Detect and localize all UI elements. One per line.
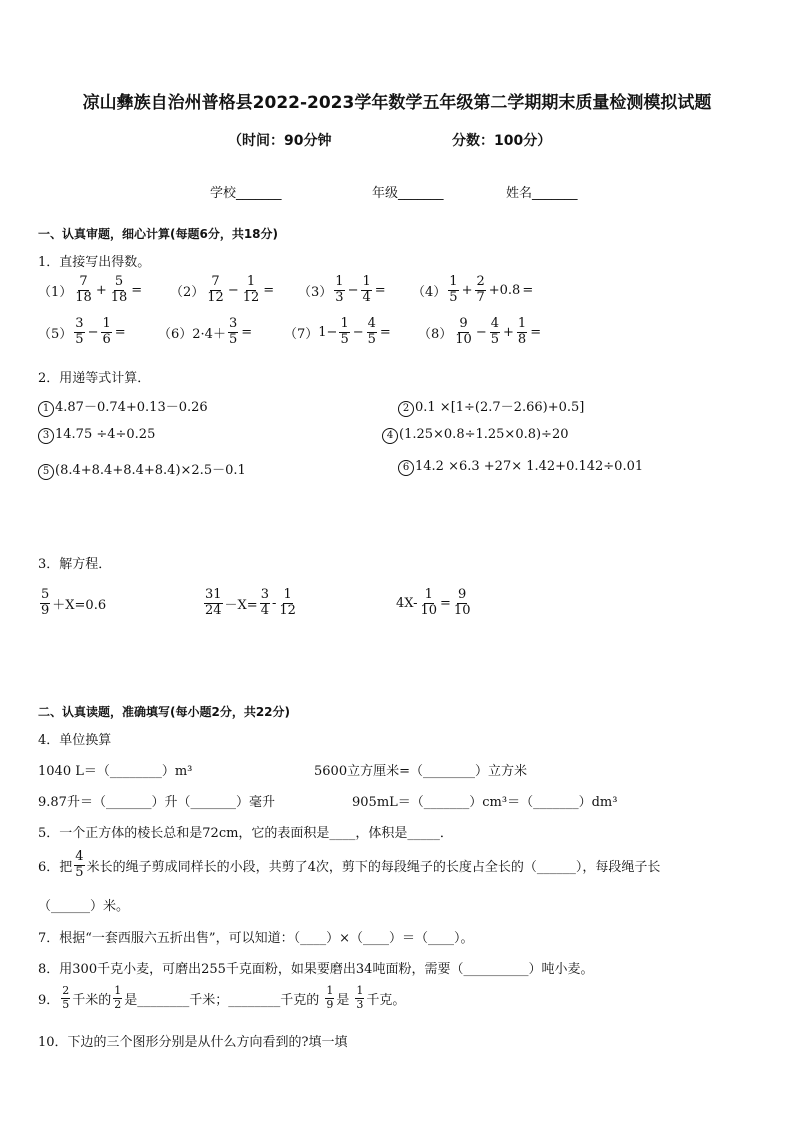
q7-text: 7．根据“一套西服六五折出售”，可以知道：（____）×（____）＝（____）。: [38, 931, 474, 946]
q4-line-2b: 905mL＝（_______）cm³＝（_______）dm³: [352, 795, 618, 810]
q2-item-1: 1 4.87－0.74+0.13－0.26: [38, 396, 208, 417]
q6-text: 6．把 $\frac{4}{5}$ 米长的绳子剪成同样长的小段，共剪了4次，剪下的每段绳子的长度占全长的（______），每段绳子长: [38, 849, 661, 880]
q3-prompt: 3．解方程．: [38, 557, 112, 572]
q1-item-1: （1） $\frac{7}{18}$ + $\frac{5}{18}$ =: [38, 274, 143, 305]
section-2-heading: 二、认真读题，准确填写(每小题2分，共22分): [38, 705, 291, 719]
q1-item-6: （6） 2·4＋ $\frac{3}{5}$ =: [158, 316, 253, 347]
q5-text: 5．一个正方体的棱长总和是72cm，它的表面积是____，体积是_____．: [38, 826, 453, 841]
school-field: 学校_______: [210, 186, 282, 201]
q1-item-5: （5） $\frac{3}{5}$ − $\frac{1}{6}$ =: [38, 316, 126, 347]
q2-prompt: 2．用递等式计算．: [38, 371, 151, 386]
q4-line-2a: 9.87升＝（_______）升（_______）毫升: [38, 795, 275, 810]
q1-prompt: 1．直接写出得数。: [38, 255, 151, 270]
q9-text: 9． $\frac{2}{5}$ 千米的 $\frac{1}{2}$ 是________千米；________千克的 $\frac{1}{9}$ 是 $\frac{1}{3}$ 千克。: [38, 984, 406, 1011]
q2-item-2: 2 0.1 ×[1÷(2.7－2.66)+0.5]: [398, 396, 584, 417]
name-field: 姓名_______: [506, 186, 578, 201]
section-1-heading: 一、认真审题，细心计算(每题6分，共18分): [38, 227, 279, 241]
q6-line-2: （______）米。: [38, 899, 130, 914]
q2-item-5: 5 (8.4+8.4+8.4+8.4)×2.5－0.1: [38, 459, 246, 480]
q8-text: 8．用300千克小麦，可磨出255千克面粉，如果要磨出34吨面粉，需要（__________）吨小麦。: [38, 962, 594, 977]
q3-equation-1: $\frac{5}{9}$ ＋X=0.6: [41, 587, 107, 618]
q4-line-1b: 5600立方厘米=（________）立方米: [314, 764, 527, 779]
q4-line-1a: 1040 L＝（________）m³: [38, 764, 193, 779]
q10-text: 10．下边的三个图形分别是从什么方向看到的?填一填: [38, 1035, 348, 1050]
q2-item-6: 6 14.2 ×6.3 +27× 1.42+0.142÷0.01: [398, 459, 643, 476]
q2-item-4: 4 (1.25×0.8÷1.25×0.8)÷20: [382, 427, 569, 444]
q1-item-4: （4） $\frac{1}{5}$ + $\frac{2}{7}$ +0.8 =: [412, 274, 534, 305]
q4-prompt: 4．单位换算: [38, 733, 112, 748]
score-info: 分数：100分）: [452, 133, 552, 149]
q1-item-2: （2） $\frac{7}{12}$ − $\frac{1}{12}$ =: [170, 274, 275, 305]
q3-equation-2: $\frac{31}{24}$ －X= $\frac{3}{4}$ - $\frac{1}{12}$: [205, 587, 296, 618]
grade-field: 年级_______: [372, 186, 444, 201]
q1-item-8: （8） $\frac{9}{10}$ − $\frac{4}{5}$ + $\frac{1}{8}$ =: [418, 316, 542, 347]
q1-item-7: （7） 1− $\frac{1}{5}$ − $\frac{4}{5}$ =: [284, 316, 391, 347]
q3-equation-3: 4X- $\frac{1}{10}$ = $\frac{9}{10}$: [396, 587, 471, 618]
q2-item-3: 3 14.75 ÷4÷0.25: [38, 427, 155, 444]
page-title: 凉山彝族自治州普格县2022-2023学年数学五年级第二学期期末质量检测模拟试题: [82, 93, 712, 113]
time-info: （时间：90分钟: [228, 133, 332, 149]
q1-item-3: （3） $\frac{1}{3}$ − $\frac{1}{4}$ =: [298, 274, 386, 305]
